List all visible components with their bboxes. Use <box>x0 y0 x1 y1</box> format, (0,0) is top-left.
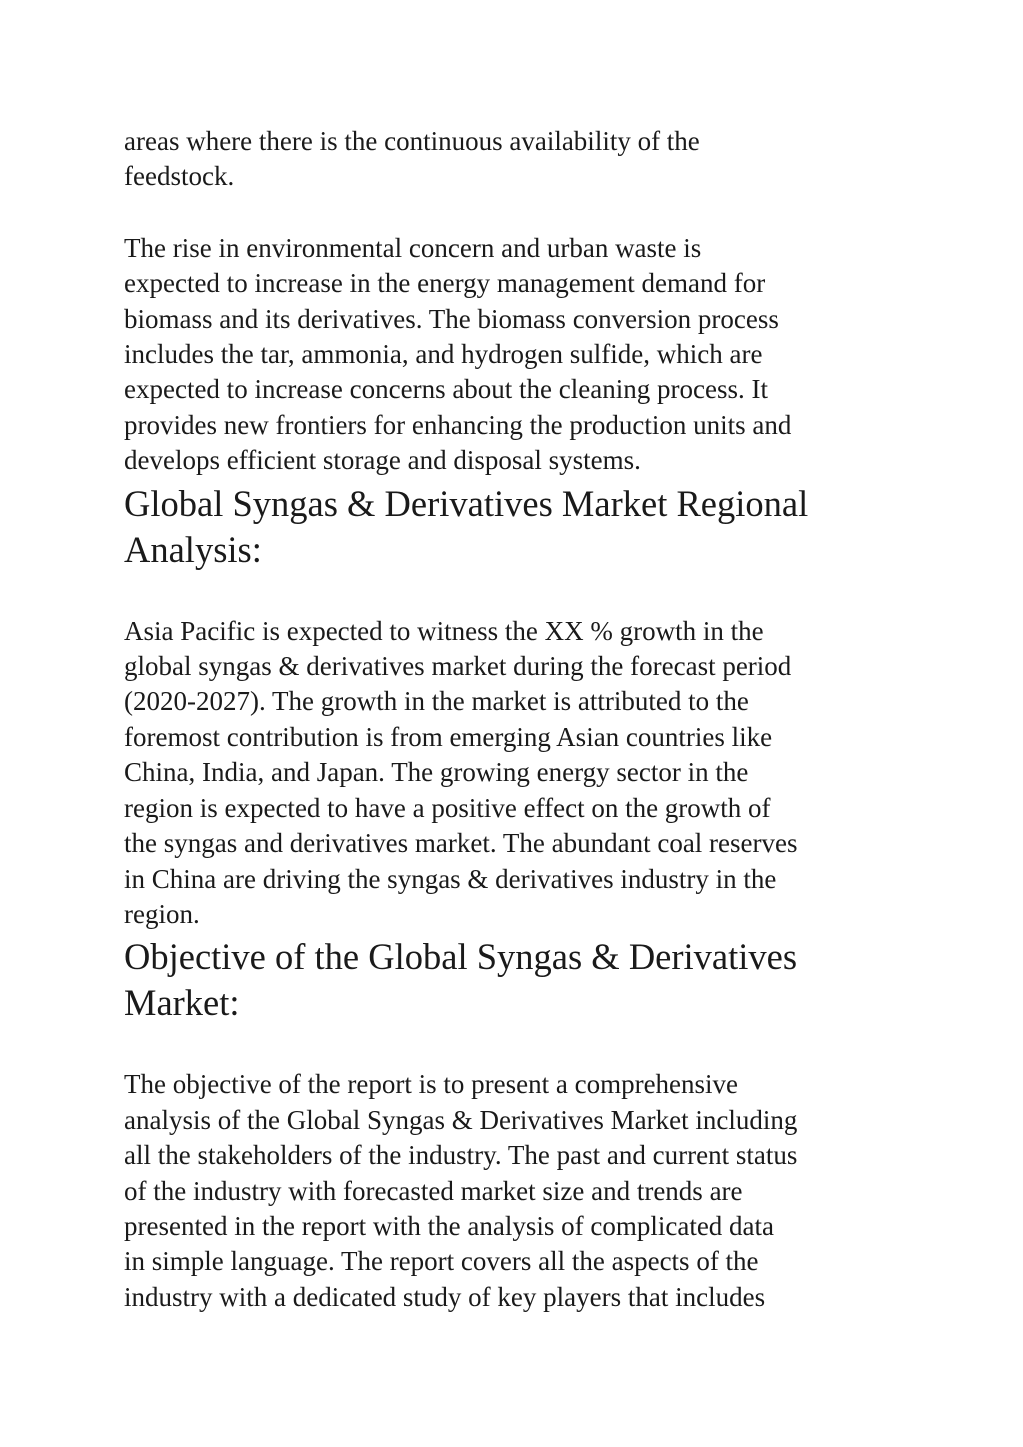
objective-heading: Objective of the Global Syngas & Derivatives Market: <box>124 936 798 1024</box>
environment-paragraph: The rise in environmental concern and urban waste is expected to increase in the energy management demand for biomass and its derivatives. The biomass conversion process includes the tar, ammonia, and hydrogen sulfide, which are expected to increase concerns about the cleaning process. It provides new frontiers for enhancing the production units and develops efficient storage and disposal systems. <box>124 232 792 476</box>
regional-analysis-heading: Global Syngas & Derivatives Market Regional Analysis: <box>124 482 809 570</box>
regional-analysis-paragraph: Asia Pacific is expected to witness the XX % growth in the global syngas & derivatives market during the forecast period (2020-2027). The growth in the market is attributed to the foremost contribution is from emerging Asian countries like China, India, and Japan. The growing energy sector in the region is expected to have a positive effect on the growth of the syngas and derivatives market. The abundant coal reserves in China are driving the syngas & derivatives industry in the region. <box>124 615 798 929</box>
intro-tail-paragraph: areas where there is the continuous availability of the feedstock. <box>124 126 700 192</box>
objective-paragraph: The objective of the report is to present a comprehensive analysis of the Global Syngas & Derivatives Market including all the stakeholders of the industry. The past and current status of the industry with forecasted market size and trends are presented in the report with the analysis of complicated data in simple language. The report covers all the aspects of the industry with a dedicated study of key players that includes <box>124 1069 798 1312</box>
document-page <box>124 124 914 1315</box>
